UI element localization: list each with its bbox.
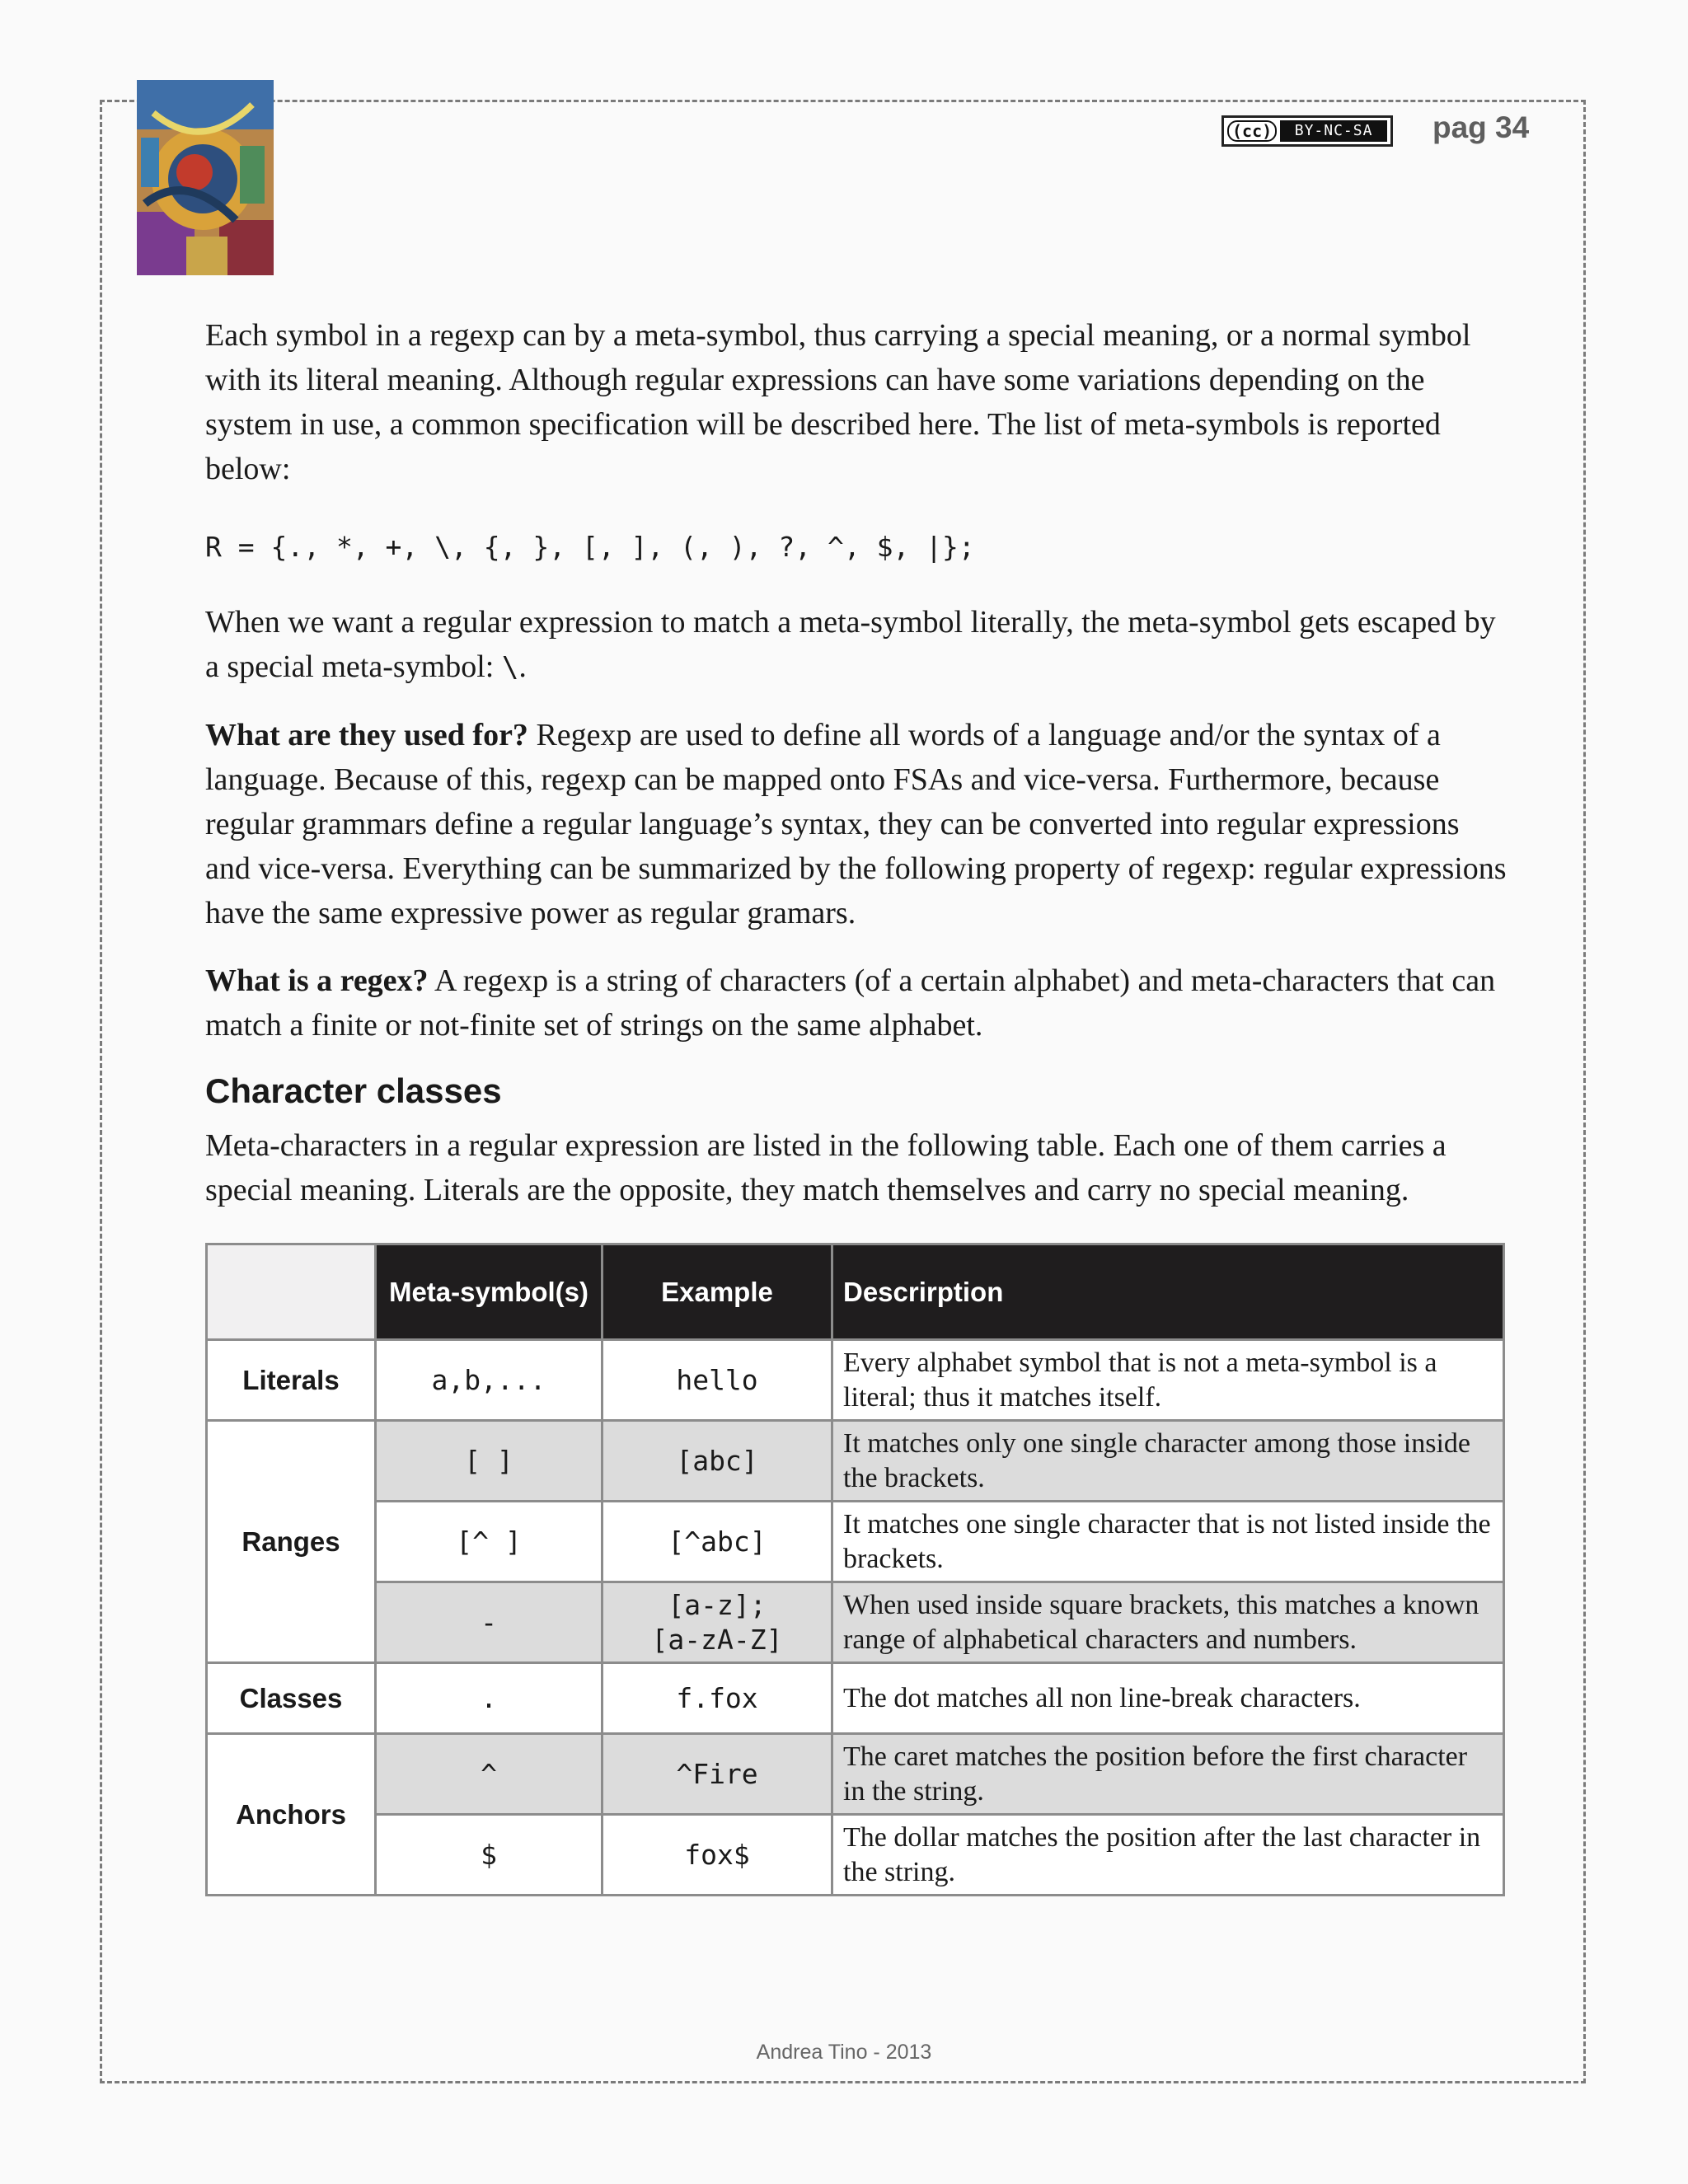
table-row bbox=[207, 1815, 1504, 1896]
paragraph-intro: Each symbol in a regexp can by a meta-symbol, thus carrying a special meaning, or a normal symbol with its literal meaning. Although regular expressions can have some variations depending on the system in use, a common specification will be described here. The list of meta-symbols is reported below: bbox=[205, 318, 1471, 486]
table-header-corner bbox=[207, 1244, 376, 1340]
description-cell: The dollar matches the position after the last character in the string. bbox=[832, 1815, 1504, 1896]
page-number: pag 34 bbox=[1432, 110, 1530, 144]
example-cell: fox$ bbox=[603, 1815, 832, 1896]
description-cell: The dot matches all non line-break characters. bbox=[832, 1663, 1504, 1734]
section-title: Character classes bbox=[205, 1071, 502, 1110]
paragraph-escape bbox=[205, 600, 1507, 690]
table-header-example: Example bbox=[603, 1244, 832, 1340]
meta-symbol-cell: [^ ] bbox=[376, 1502, 603, 1582]
example-cell: f.fox bbox=[603, 1663, 832, 1734]
table-header-row bbox=[207, 1244, 1504, 1340]
example-cell: hello bbox=[603, 1340, 832, 1421]
meta-symbol-cell: ^ bbox=[376, 1734, 603, 1815]
category-classes: Classes bbox=[207, 1663, 376, 1734]
table-row bbox=[207, 1663, 1504, 1734]
paragraph-escape-end: . bbox=[518, 649, 527, 684]
meta-symbol-cell: $ bbox=[376, 1815, 603, 1896]
category-literals: Literals bbox=[207, 1340, 376, 1421]
license-badge bbox=[1221, 115, 1393, 147]
usage-heading: What are they used for? bbox=[205, 718, 528, 752]
paragraph-classes: Meta-characters in a regular expression are listed in the following table. Each one of them carries a special meaning. Literals are the opposite, they match themselves and carry no special meaning. bbox=[205, 1128, 1447, 1207]
table-row bbox=[207, 1502, 1504, 1582]
example-line: [a-z]; bbox=[668, 1588, 767, 1621]
meta-symbol-set: R = {., *, +, \, {, }, [, ], (, ), ?, ^, $, |}; bbox=[205, 531, 975, 563]
description-cell: When used inside square brackets, this matches a known range of alphabetical characters and numbers. bbox=[832, 1582, 1504, 1663]
main-content bbox=[205, 313, 1507, 1235]
table-row bbox=[207, 1340, 1504, 1421]
description-cell: It matches one single character that is not listed inside the brackets. bbox=[832, 1502, 1504, 1582]
usage-text: Regexp are used to define all words of a language and/or the syntax of a language. Because of this, regexp can be mapped onto FSAs and vice-versa. Furthermore, because regular grammars define a regular language’s syntax, they can be converted into regular expressions and vice-versa. Everything can be summarized by the following property of regexp: regular expressions have the same expressive power as regular gramars. bbox=[205, 718, 1507, 930]
table-row bbox=[207, 1421, 1504, 1502]
paragraph-usage bbox=[205, 713, 1507, 935]
creative-commons-icon: (cc) bbox=[1227, 120, 1277, 142]
paragraph-escape-text: When we want a regular expression to match a meta-symbol literally, the meta-symbol gets escaped by a special meta-symbol: bbox=[205, 605, 1496, 684]
table-row bbox=[207, 1734, 1504, 1815]
escape-symbol: \ bbox=[501, 651, 519, 684]
meta-symbol-cell: [ ] bbox=[376, 1421, 603, 1502]
definition-heading: What is a regex? bbox=[205, 963, 429, 998]
example-cell: ^Fire bbox=[603, 1734, 832, 1815]
category-anchors: Anchors bbox=[207, 1734, 376, 1896]
footer-author: Andrea Tino - 2013 bbox=[756, 2041, 932, 2064]
meta-symbol-cell: - bbox=[376, 1582, 603, 1663]
cover-thumbnail-image bbox=[137, 80, 274, 275]
meta-symbol-cell: . bbox=[376, 1663, 603, 1734]
paragraph-definition bbox=[205, 958, 1507, 1047]
description-cell: It matches only one single character among those inside the brackets. bbox=[832, 1421, 1504, 1502]
example-line: [a-zA-Z] bbox=[651, 1623, 783, 1656]
table-row bbox=[207, 1582, 1504, 1663]
meta-symbol-cell: a,b,... bbox=[376, 1340, 603, 1421]
example-cell: [^abc] bbox=[603, 1502, 832, 1582]
table-header-symbol: Meta-symbol(s) bbox=[376, 1244, 603, 1340]
meta-characters-table bbox=[205, 1243, 1505, 1896]
category-ranges: Ranges bbox=[207, 1421, 376, 1663]
example-cell bbox=[603, 1582, 832, 1663]
definition-text: A regexp is a string of characters (of a certain alphabet) and meta-characters that can match a finite or not-finite set of strings on the same alphabet. bbox=[205, 963, 1496, 1043]
description-cell: Every alphabet symbol that is not a meta-symbol is a literal; thus it matches itself. bbox=[832, 1340, 1504, 1421]
description-cell: The caret matches the position before the first character in the string. bbox=[832, 1734, 1504, 1815]
table-header-description: Descrirption bbox=[832, 1244, 1504, 1340]
license-terms: BY-NC-SA bbox=[1280, 120, 1387, 142]
example-cell: [abc] bbox=[603, 1421, 832, 1502]
